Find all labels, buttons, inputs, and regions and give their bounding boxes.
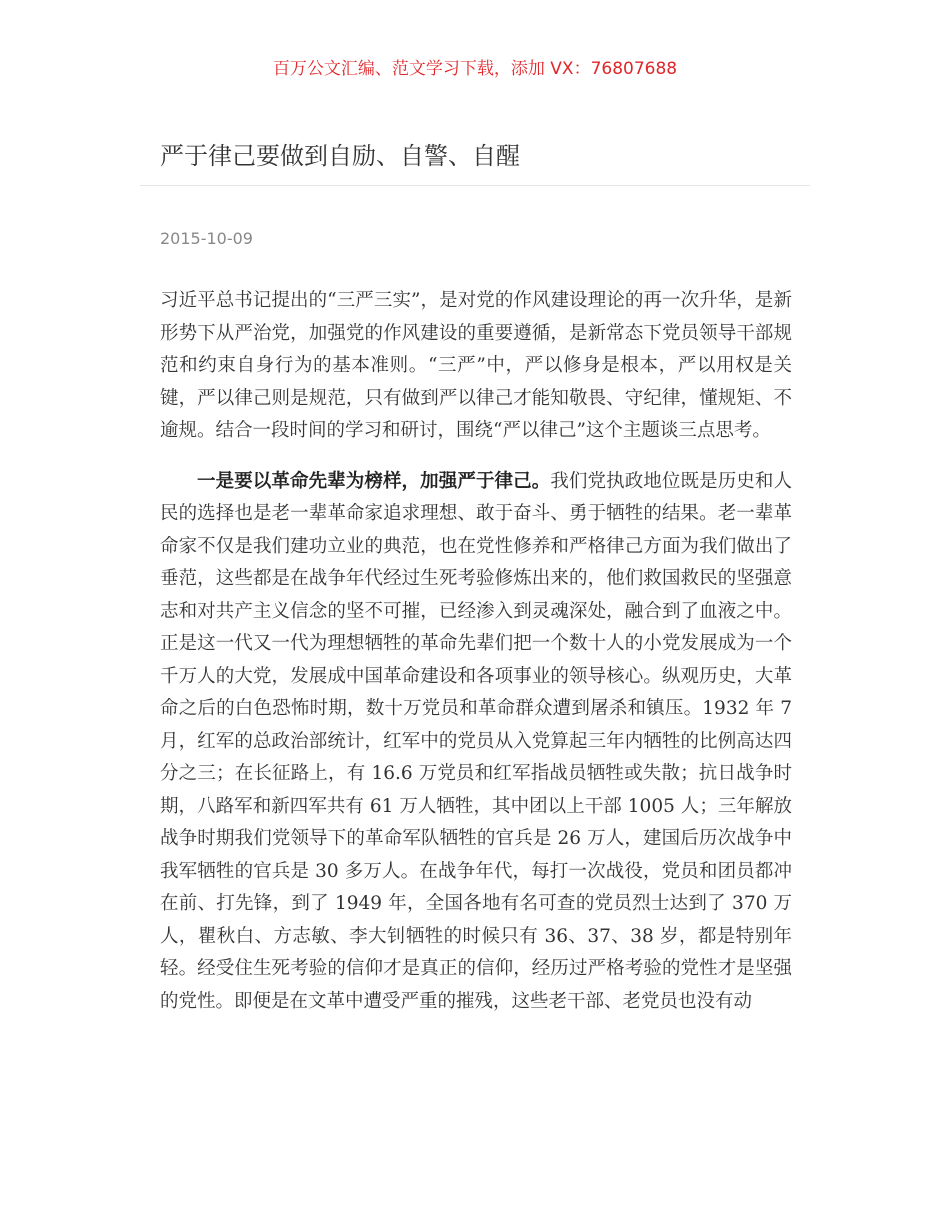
paragraph-lead: 一是要以革命先辈为榜样，加强严于律己。: [197, 470, 551, 492]
paragraph-text: 习近平总书记提出的“三严三实”，是对党的作风建设理论的再一次升华，是新形势下从严治党，加强党的作风建设的重要遵循，是新常态下党员领导干部规范和约束自身行为的基本准则。“三严”中，严以修身是根本，严以用权是关键，严以律己则是规范，只有做到严以律己才能知敬畏、守纪律，懂规矩、不逾规。结合一段时间的学习和研讨，围绕“严以律己”这个主题谈三点思考。: [160, 290, 792, 441]
promo-banner: 百万公文汇编、范文学习下载，添加 VX：76807688: [272, 59, 678, 79]
paragraph-text: 我们党执政地位既是历史和人民的选择也是老一辈革命家追求理想、敢于奋斗、勇于牺牲的结果。老一辈革命家不仅是我们建功立业的典范，也在党性修养和严格律己方面为我们做出了垂范，这些都是在战争年代经过生死考验修炼出来的，他们救国救民的坚强意志和对共产主义信念的坚不可摧，已经渗入到灵魂深处，融合到了血液之中。正是这一代又一代为理想牺牲的革命先辈们把一个数十人的小党发展成为一个千万人的大党，发展成中国革命建设和各项事业的领导核心。纵观历史，大革命之后的白色恐怖时期，数十万党员和革命群众遭到屠杀和镇压。1932 年 7 月，红军的总政治部统计，红军中的党员从入党算起三年内牺牲的比例高达四分之三；在长征路上，有 16.6 万党员和红军指战员牺牲或失散；抗日战争时期，八路军和新四军共有 61 万人牺牲，其中团以上干部 1005 人；三年解放战争时期我们党领导下的革命军队牺牲的官兵是 26 万人，建国后历次战争中我军牺牲的官兵是 30 多万人。在战争年代，每打一次战役，党员和团员都冲在前、打先锋，到了 1949 年，全国各地有名可查的党员烈士达到了 370 万人，瞿秋白、方志敏、李大钊牺牲的时候只有 36、37、38 岁，都是特别年轻。经受住生死考验的信仰才是真正的信仰，经历过严格考验的党性才是坚强的党性。即便是在文革中遭受严重的摧残，这些老干部、老党员也没有动: [160, 470, 792, 1012]
title-divider: [140, 185, 810, 186]
paragraph: [160, 466, 792, 1019]
publish-date: 2015-10-09: [160, 229, 253, 248]
article-body: [160, 285, 792, 1018]
paragraph: [160, 285, 792, 448]
article-title: 严于律己要做到自励、自警、自醒: [160, 142, 520, 170]
